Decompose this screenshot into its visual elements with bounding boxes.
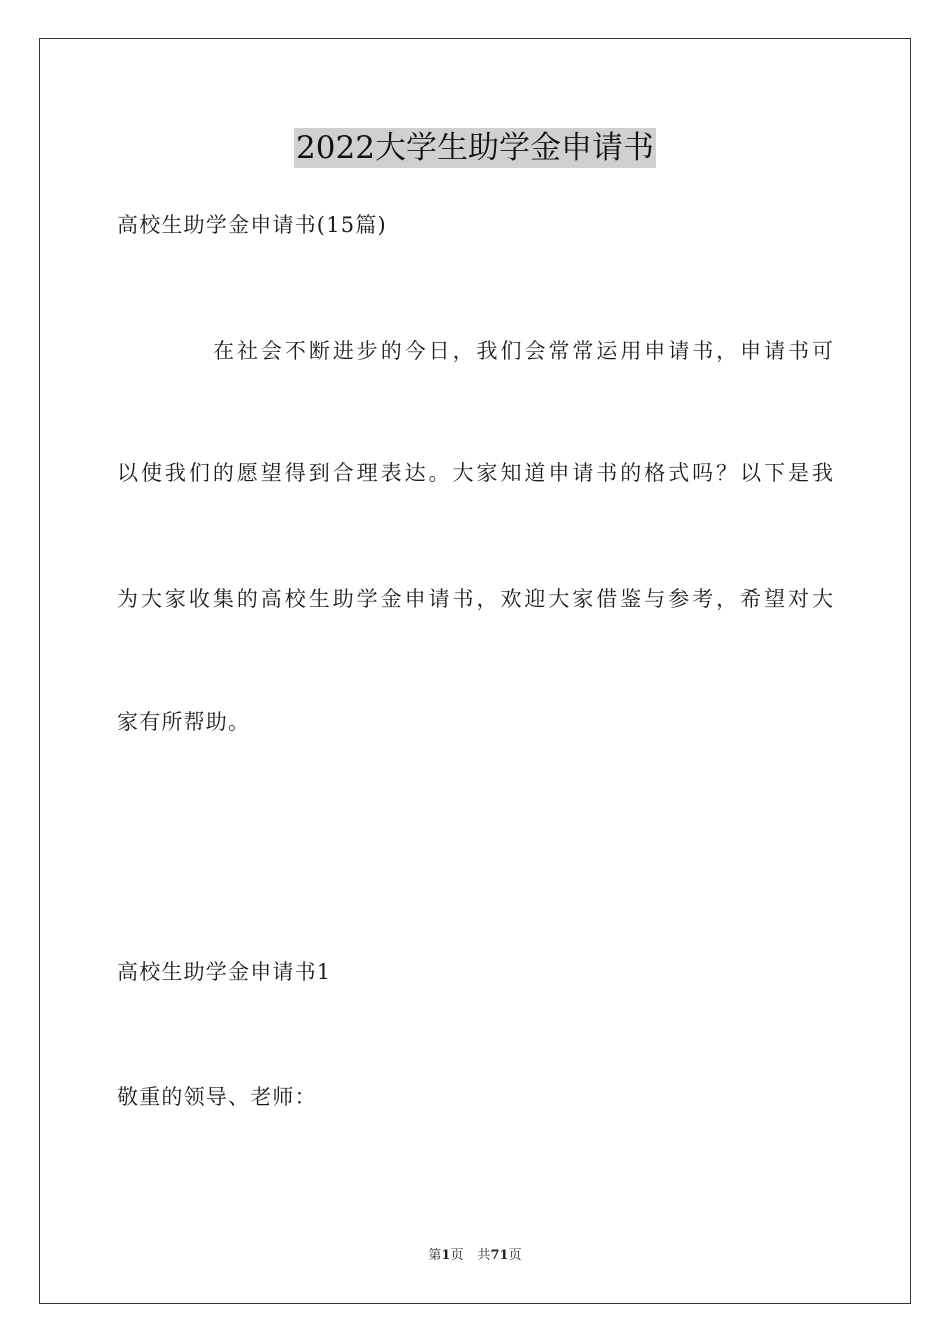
page-suffix: 页 [450,1248,464,1263]
page-footer [0,1247,950,1265]
document-subtitle: 高校生助学金申请书(15篇) [117,213,387,237]
intro-line-4: 家有所帮助。 [117,710,251,734]
document-title: 2022大学生助学金申请书 [296,130,654,166]
total-suffix: 页 [508,1248,522,1263]
section-heading: 高校生助学金申请书1 [117,960,332,984]
salutation: 敬重的领导、老师： [117,1085,317,1109]
page-prefix: 第 [428,1248,442,1263]
intro-line-3: 为大家收集的高校生助学金申请书，欢迎大家借鉴与参考，希望对大 [117,587,833,611]
total-pages: 71 [490,1248,509,1263]
intro-line-1: 在社会不断进步的今日，我们会常常运用申请书，申请书可 [213,339,833,363]
title-container [0,128,950,168]
page-number: 1 [441,1248,451,1263]
intro-line-2: 以使我们的愿望得到合理表达。大家知道申请书的格式吗？以下是我 [117,461,833,485]
total-prefix: 共 [477,1248,491,1263]
